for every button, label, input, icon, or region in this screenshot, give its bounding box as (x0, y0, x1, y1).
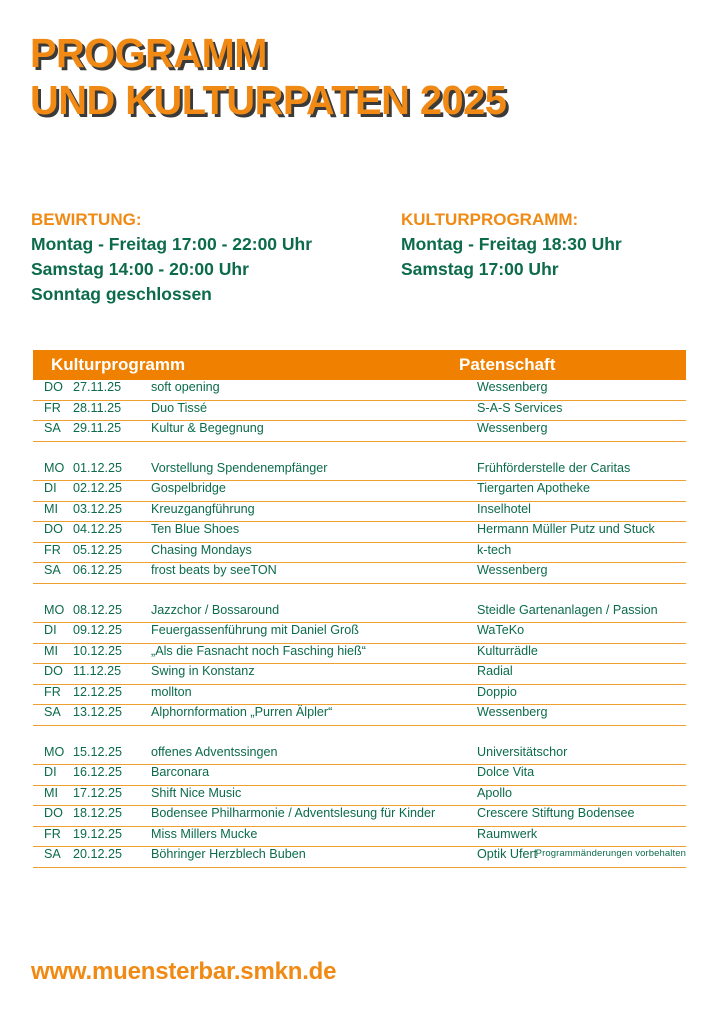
cell-date: 01.12.25 (73, 460, 123, 475)
cell-patenschaft: S-A-S Services (477, 400, 563, 415)
cell-patenschaft: Wessenberg (477, 563, 548, 577)
table-row (33, 481, 686, 502)
cell-day: SA (44, 705, 61, 719)
cell-patenschaft: Radial (477, 664, 513, 678)
table-header-row (33, 350, 686, 380)
cell-program-title: Böhringer Herzblech Buben (151, 847, 306, 861)
title-line-1: PROGRAMM (30, 30, 267, 76)
cell-patenschaft: Dolce Vita (477, 765, 535, 779)
kulturprogramm-heading: KULTURPROGRAMM: (401, 210, 579, 229)
cell-day: SA (44, 563, 61, 577)
table-row (33, 421, 686, 442)
cell-day: DO (44, 522, 63, 536)
cell-program-title: frost beats by seeTON (151, 563, 277, 577)
table-block (33, 603, 686, 726)
table-row (33, 705, 686, 726)
cell-day: MO (44, 744, 65, 759)
cell-date: 19.12.25 (73, 826, 123, 841)
cell-patenschaft: Apollo (477, 785, 513, 800)
cell-program-title: Miss Millers Mucke (151, 826, 258, 841)
cell-program-title: „Als die Fasnacht noch Fasching hieß“ (151, 643, 366, 658)
cell-day: MI (44, 501, 58, 516)
column-header-kulturprogramm: Kulturprogramm (51, 355, 186, 374)
table-row (33, 543, 686, 564)
cell-day: DO (44, 380, 63, 394)
cell-patenschaft: Wessenberg (477, 705, 548, 719)
cell-patenschaft: Wessenberg (477, 380, 548, 394)
cell-patenschaft: Raumwerk (477, 826, 538, 841)
footnote: Programmänderungen vorbehalten (535, 848, 686, 859)
cell-program-title: Ten Blue Shoes (151, 522, 240, 536)
cell-day: MI (44, 643, 58, 658)
cell-program-title: offenes Adventssingen (151, 744, 278, 759)
title-line-2: UND KULTURPATEN 2025 (30, 77, 507, 123)
table-row (33, 380, 686, 401)
table-row (33, 685, 686, 706)
cell-patenschaft: k-tech (477, 542, 512, 557)
table-row (33, 664, 686, 685)
cell-program-title: Jazzchor / Bossaround (151, 602, 280, 617)
cell-date: 08.12.25 (73, 602, 123, 617)
table-row (33, 563, 686, 584)
cell-program-title: Barconara (151, 765, 210, 779)
cell-day: FR (44, 400, 61, 415)
cell-date: 27.11.25 (73, 380, 122, 394)
cell-day: MO (44, 602, 65, 617)
cell-patenschaft: WaTeKo (477, 623, 525, 637)
cell-day: MI (44, 785, 58, 800)
cell-date: 17.12.25 (73, 785, 123, 800)
cell-patenschaft: Hermann Müller Putz und Stuck (477, 522, 655, 536)
table-row (33, 786, 686, 807)
program-table (33, 350, 686, 868)
cell-date: 03.12.25 (73, 501, 123, 516)
cell-day: DI (44, 623, 57, 637)
column-header-patenschaft: Patenschaft (459, 355, 556, 374)
cell-program-title: Feuergassenführung mit Daniel Groß (151, 623, 359, 637)
cell-date: 09.12.25 (73, 623, 123, 637)
cell-program-title: Swing in Konstanz (151, 664, 255, 678)
cell-patenschaft: Optik Ufert (477, 847, 538, 861)
cell-program-title: Duo Tissé (151, 400, 207, 415)
table-row (33, 461, 686, 482)
table-row (33, 745, 686, 766)
cell-date: 15.12.25 (73, 744, 123, 759)
cell-date: 18.12.25 (73, 806, 123, 820)
table-block (33, 380, 686, 442)
table-row (33, 623, 686, 644)
table-body (33, 380, 686, 868)
page-title (30, 30, 690, 124)
cell-program-title: Vorstellung Spendenempfänger (151, 460, 328, 475)
bewirtung-block (31, 207, 401, 307)
cell-program-title: Kreuzgangführung (151, 501, 255, 516)
bewirtung-heading: BEWIRTUNG: (31, 210, 142, 229)
cell-program-title: Gospelbridge (151, 481, 226, 495)
table-row (33, 603, 686, 624)
cell-program-title: Chasing Mondays (151, 542, 252, 557)
cell-day: MO (44, 460, 65, 475)
cell-patenschaft: Frühförderstelle der Caritas (477, 460, 631, 475)
cell-day: SA (44, 847, 61, 861)
table-row (33, 522, 686, 543)
kulturprogramm-line: Montag - Freitag 18:30 Uhr (401, 234, 622, 254)
cell-program-title: Bodensee Philharmonie / Adventslesung für Kinder (151, 806, 436, 820)
cell-patenschaft: Universitätschor (477, 744, 568, 759)
cell-date: 28.11.25 (73, 400, 122, 415)
opening-info-section (31, 207, 691, 307)
cell-patenschaft: Doppio (477, 684, 517, 699)
cell-patenschaft: Tiergarten Apotheke (477, 481, 590, 495)
table-row (33, 806, 686, 827)
table-block (33, 461, 686, 584)
cell-program-title: Kultur & Begegnung (151, 421, 264, 435)
table-row (33, 502, 686, 523)
cell-program-title: mollton (151, 684, 192, 699)
cell-program-title: soft opening (151, 380, 220, 394)
cell-date: 05.12.25 (73, 542, 123, 557)
cell-patenschaft: Kulturrädle (477, 643, 538, 658)
bewirtung-line: Samstag 14:00 - 20:00 Uhr (31, 259, 249, 279)
cell-date: 04.12.25 (73, 522, 123, 536)
cell-date: 13.12.25 (73, 705, 123, 719)
cell-patenschaft: Inselhotel (477, 501, 531, 516)
cell-patenschaft: Crescere Stiftung Bodensee (477, 806, 635, 820)
cell-date: 29.11.25 (73, 421, 122, 435)
cell-day: SA (44, 421, 61, 435)
bewirtung-line: Montag - Freitag 17:00 - 22:00 Uhr (31, 234, 313, 254)
table-row (33, 401, 686, 422)
cell-patenschaft: Wessenberg (477, 421, 548, 435)
cell-day: DI (44, 765, 57, 779)
cell-date: 16.12.25 (73, 765, 123, 779)
cell-program-title: Alphornformation „Purren Älpler“ (151, 705, 333, 719)
cell-day: DI (44, 481, 57, 495)
cell-day: DO (44, 664, 63, 678)
cell-program-title: Shift Nice Music (151, 785, 242, 800)
cell-date: 02.12.25 (73, 481, 123, 495)
cell-day: FR (44, 542, 61, 557)
cell-date: 11.12.25 (73, 664, 122, 678)
cell-patenschaft: Steidle Gartenanlagen / Passion (477, 602, 658, 617)
table-row (33, 765, 686, 786)
cell-day: FR (44, 684, 61, 699)
cell-date: 06.12.25 (73, 563, 123, 577)
cell-date: 20.12.25 (73, 847, 123, 861)
kulturprogramm-line: Samstag 17:00 Uhr (401, 259, 559, 279)
cell-day: FR (44, 826, 61, 841)
bewirtung-line: Sonntag geschlossen (31, 284, 212, 304)
cell-date: 12.12.25 (73, 684, 123, 699)
website-url: www.muensterbar.smkn.de (31, 958, 337, 985)
cell-day: DO (44, 806, 63, 820)
table-row (33, 644, 686, 665)
table-row (33, 827, 686, 848)
cell-date: 10.12.25 (73, 643, 123, 658)
kulturprogramm-block (401, 207, 691, 307)
